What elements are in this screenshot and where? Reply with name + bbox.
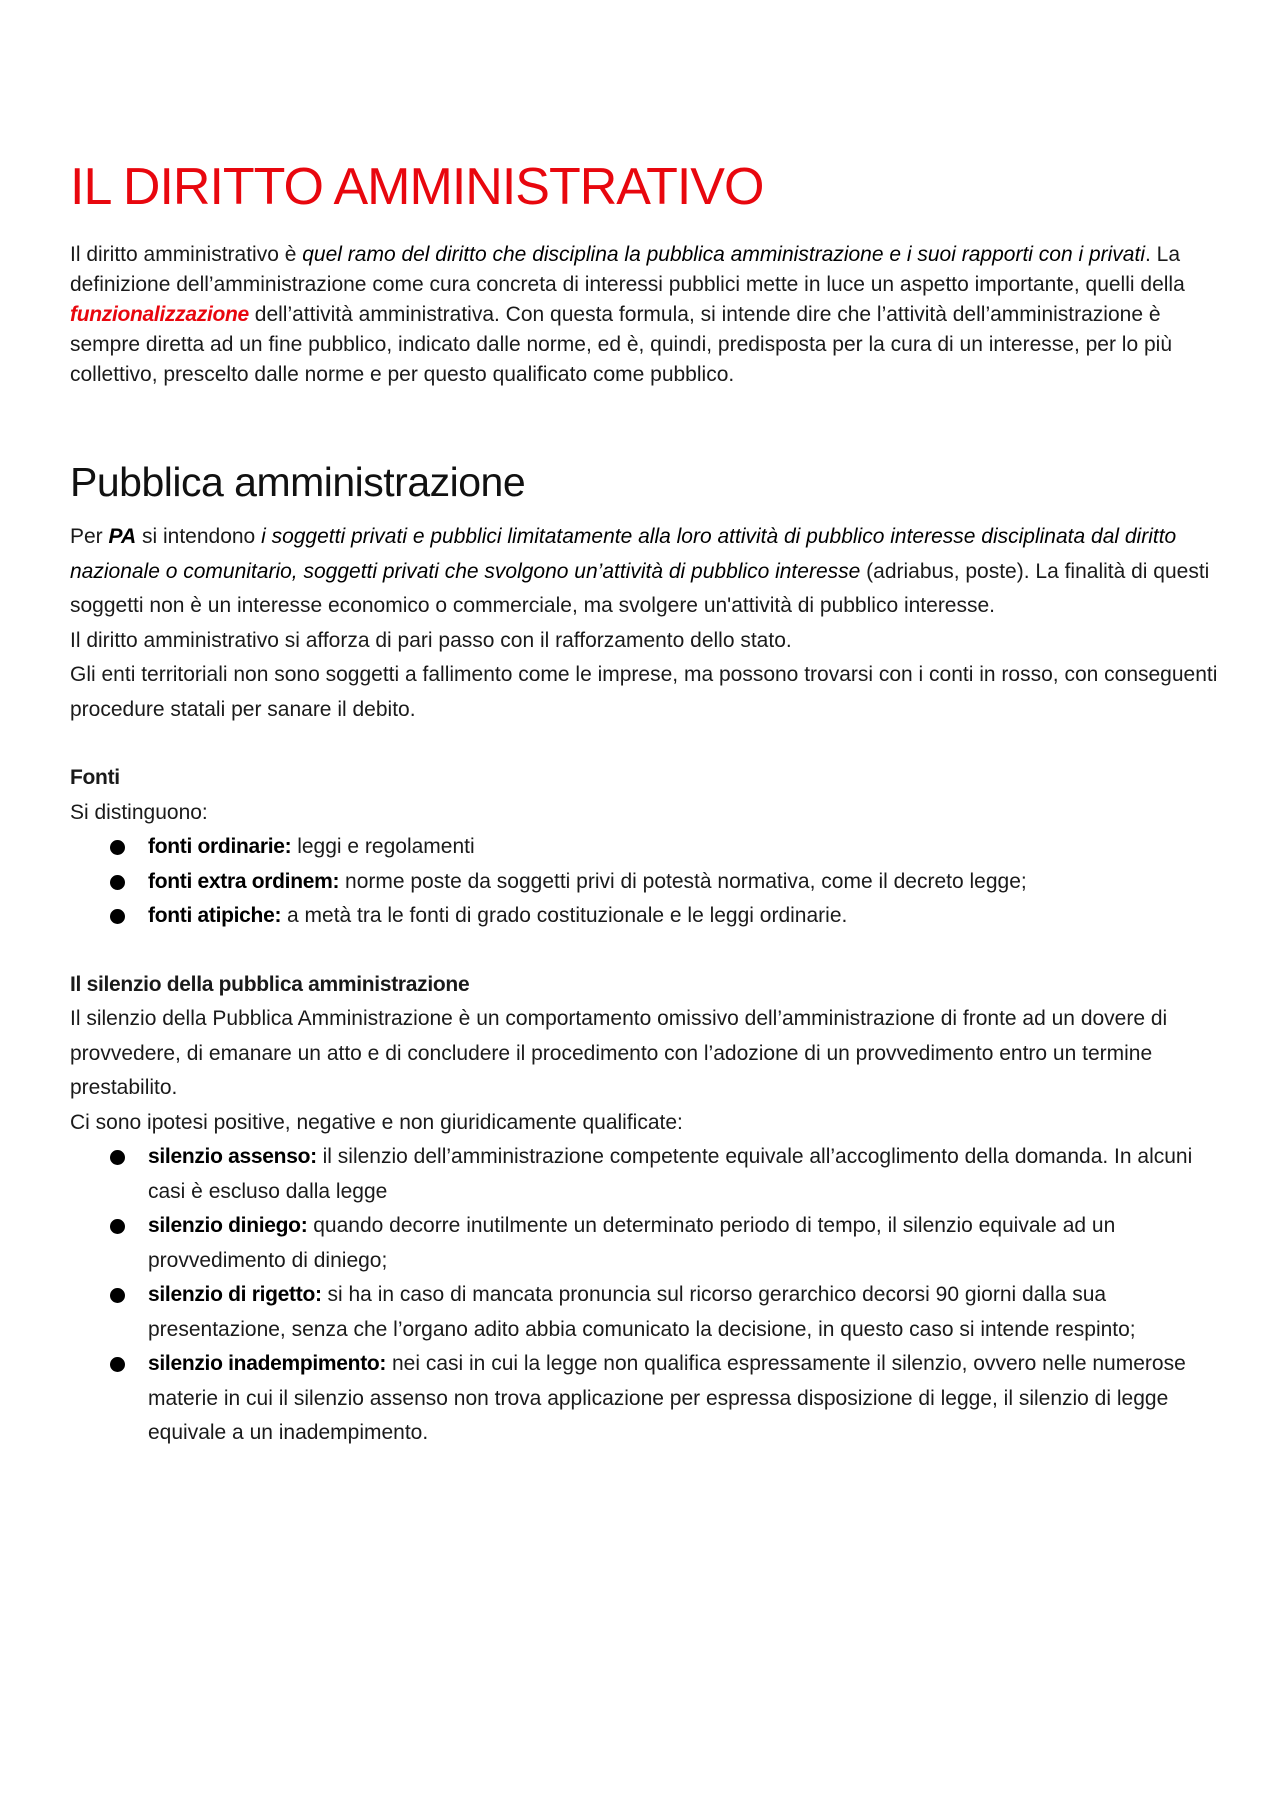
bullet-icon: [110, 909, 125, 924]
pa-paragraph-3: Gli enti territoriali non sono soggetti a fallimento come le imprese, ma possono trovarsi con i conti in rosso, con conseguenti procedure statali per sanare il debito.: [70, 663, 1218, 721]
list-item: [148, 1140, 1218, 1209]
list-item-text: a metà tra le fonti di grado costituzionale e le leggi ordinarie.: [281, 904, 848, 927]
list-item: [148, 899, 1218, 934]
list-item: [148, 1347, 1218, 1451]
intro-text: dell’attività amministrativa. Con questa formula, si intende dire che l’attività dell’amministrazione è sempre diretta ad un fine pubblico, indicato dalle norme, ed è, quindi, predisposta per la cura di un interesse, per lo più collettivo, prescelto dalle norme e per questo qualificato come pubblico.: [70, 303, 1172, 386]
intro-paragraph: [70, 240, 1218, 390]
list-item-text: leggi e regolamenti: [291, 835, 475, 858]
bullet-icon: [110, 1150, 125, 1165]
list-item: [148, 830, 1218, 865]
intro-text: . La definizione dell’amministrazione come cura concreta di interessi pubblici mette in luce un aspetto importante, quelli della: [70, 243, 1185, 296]
silenzio-paragraph-2: Ci sono ipotesi positive, negative e non giuridicamente qualificate:: [70, 1110, 683, 1134]
list-item-text: quando decorre inutilmente un determinato periodo di tempo, il silenzio equivale ad un provvedimento di diniego;: [148, 1214, 1116, 1272]
list-item-term: silenzio assenso:: [148, 1145, 317, 1168]
bullet-icon: [110, 840, 125, 855]
list-item: [148, 1209, 1218, 1278]
list-item-text: il silenzio dell’amministrazione competente equivale all’accoglimento della domanda. In alcuni casi è escluso dalla legge: [148, 1145, 1193, 1203]
list-item-term: fonti atipiche:: [148, 904, 282, 927]
list-item-term: silenzio di rigetto:: [148, 1283, 322, 1306]
subsection-fonti: [70, 761, 1218, 934]
list-item-text: norme poste da soggetti privi di potestà normativa, come il decreto legge;: [339, 869, 1027, 893]
bullet-icon: [110, 1288, 125, 1303]
list-item-text: si ha in caso di mancata pronuncia sul ricorso gerarchico decorsi 90 giorni dalla sua presentazione, senza che l’organo adito abbia comunicato la decisione, in questo caso si intende respinto;: [148, 1283, 1136, 1341]
list-item-text: nei casi in cui la legge non qualifica espressamente il silenzio, ovvero nelle numerose materie in cui il silenzio assenso non trova applicazione per espressa disposizione di legge, il silenzio di legge equivale a un inadempimento.: [148, 1352, 1186, 1444]
section-body-pa: [70, 520, 1218, 727]
bullet-icon: [110, 875, 125, 890]
list-item-term: fonti extra ordinem:: [148, 869, 340, 893]
silenzio-paragraph-1: Il silenzio della Pubblica Amministrazione è un comportamento omissivo dell’amministrazione di fronte ad un dovere di provvedere, di emanare un atto e di concludere il procedimento con l’adozione di un provvedimento entro un termine prestabilito.: [70, 1007, 1168, 1099]
intro-key-term: funzionalizzazione: [70, 303, 249, 326]
fonti-list: [70, 830, 1218, 934]
list-item-term: silenzio diniego:: [148, 1214, 308, 1237]
pa-text: si intendono: [136, 525, 262, 548]
pa-text: (adriabus, poste). La finalità di questi soggetti non è un interesse economico o commerciale, ma svolgere un'attività di pubblico interesse.: [70, 559, 1210, 617]
pa-paragraph: [70, 520, 1218, 624]
pa-paragraph-2: Il diritto amministrativo si afforza di pari passo con il rafforzamento dello stato.: [70, 628, 792, 652]
intro-text: Il diritto amministrativo è: [70, 243, 303, 266]
subsection-heading-silenzio: Il silenzio della pubblica amministrazione: [70, 972, 470, 996]
page-title: IL DIRITTO AMMINISTRATIVO: [70, 158, 764, 216]
section-heading-pa: Pubblica amministrazione: [70, 459, 526, 505]
bullet-icon: [110, 1357, 125, 1372]
list-item-term: fonti ordinarie:: [148, 835, 292, 858]
list-item: [148, 865, 1218, 900]
list-item-term: silenzio inadempimento:: [148, 1352, 387, 1375]
intro-definition-emphasis: quel ramo del diritto che disciplina la pubblica amministrazione e i suoi rapporti con i privati: [302, 243, 1145, 266]
silenzio-list: [70, 1140, 1218, 1451]
pa-text: Per: [70, 525, 109, 548]
bullet-icon: [110, 1219, 125, 1234]
subsection-heading-fonti: Fonti: [70, 766, 120, 789]
subsection-silenzio: [70, 968, 1218, 1451]
list-item: [148, 1278, 1218, 1347]
fonti-intro: Si distinguono:: [70, 800, 208, 824]
pa-acronym: PA: [108, 525, 137, 548]
pa-definition-emphasis: i soggetti privati e pubblici limitatamente alla loro attività di pubblico interesse disciplinata dal diritto nazionale o comunitario, soggetti privati che svolgono un’attività di pubblico interesse: [70, 525, 1177, 583]
